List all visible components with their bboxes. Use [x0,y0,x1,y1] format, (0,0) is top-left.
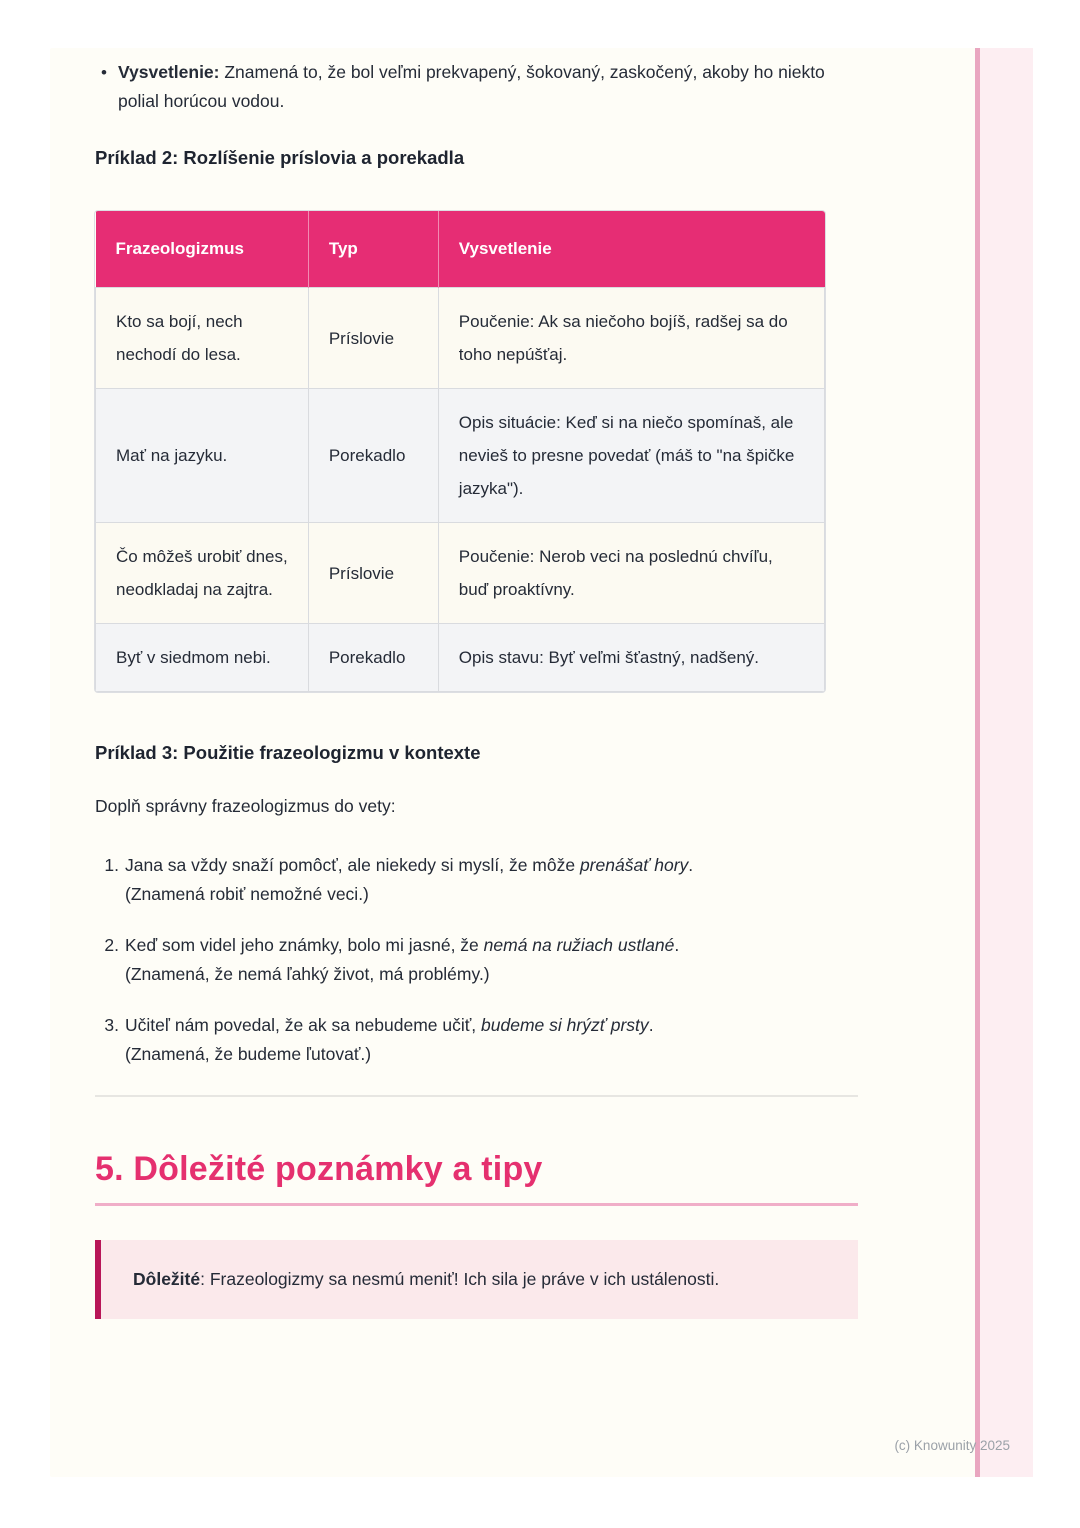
table-cell: Čo môžeš urobiť dnes, neodkladaj na zajtra. [96,523,309,624]
table-row [96,389,825,523]
page-content [95,48,858,1319]
table-cell: Mať na jazyku. [96,389,309,523]
list-item-post: . [674,935,680,955]
list-item-note: (Znamená robiť nemožné veci.) [125,884,369,904]
note-colon: : [200,1269,210,1289]
note-text: Frazeologizmy sa nesmú meniť! Ich sila je práve v ich ustálenosti. [209,1269,720,1289]
table-cell: Poučenie: Ak sa niečoho bojíš, radšej sa do toho nepúšťaj. [438,288,824,389]
section5-heading: 5. Dôležité poznámky a tipy [95,1150,543,1188]
copyright-footer: (c) Knowunity 2025 [894,1438,1010,1453]
bullet-label: Vysvetlenie: [118,62,220,82]
list-item [95,851,858,909]
page-edge-strip [980,48,1033,1477]
table-cell: Opis situácie: Keď si na niečo spomínaš, ale nevieš to presne povedať (máš to "na špičke jazyka"). [438,389,824,523]
list-item-post: . [688,855,694,875]
phraseology-table [95,211,825,692]
list-item-idiom: nemá na ružiach ustlané [483,935,675,955]
example2-heading: Príklad 2: Rozlíšenie príslovia a porekadla [95,147,465,168]
table-cell: Byť v siedmom nebi. [96,624,309,692]
table-cell: Príslovie [308,523,438,624]
table-cell: Príslovie [308,288,438,389]
list-item-pre: Jana sa vždy snaží pomôcť, ale niekedy si myslí, že môže [125,855,580,875]
list-item-text [125,851,858,909]
bullet-text [118,58,858,116]
table-row [96,523,825,624]
table-cell: Poučenie: Nerob veci na poslednú chvíľu, buď proaktívny. [438,523,824,624]
table-row [96,624,825,692]
list-item [95,931,858,989]
document-page [50,48,1033,1477]
list-item-text [125,1011,858,1069]
table-header-frazeologizmus: Frazeologizmus [96,211,309,288]
table-header-row [96,211,825,288]
list-item [95,1011,858,1069]
table-cell: Opis stavu: Byť veľmi šťastný, nadšený. [438,624,824,692]
bullet-item-vysvetlenie [95,58,858,116]
table-cell: Porekadlo [308,389,438,523]
example3-heading: Príklad 3: Použitie frazeologizmu v kontexte [95,742,481,763]
list-item-note: (Znamená, že nemá ľahký život, má problémy.) [125,964,490,984]
table-cell: Kto sa bojí, nech nechodí do lesa. [96,288,309,389]
bullet-icon: • [101,63,107,82]
list-item-idiom: budeme si hrýzť prsty [481,1015,649,1035]
list-item-note: (Znamená, že budeme ľutovať.) [125,1044,372,1064]
important-note-box [95,1240,858,1319]
exercise-list [95,851,858,1069]
table-header-vysvetlenie: Vysvetlenie [438,211,824,288]
list-item-pre: Učiteľ nám povedal, že ak sa nebudeme učiť, [125,1015,482,1035]
table-cell: Porekadlo [308,624,438,692]
exercise-intro: Doplň správny frazeologizmus do vety: [95,796,396,816]
list-item-number: 2. [104,935,119,955]
list-item-number: 3. [104,1015,119,1035]
list-item-number: 1. [104,855,119,875]
list-item-idiom: prenášať hory [579,855,689,875]
bullet-body-text: Znamená to, že bol veľmi prekvapený, šokovaný, zaskočený, akoby ho niekto polial horúcou vodou. [118,62,825,111]
list-item-text [125,931,858,989]
list-item-pre: Keď som videl jeho známky, bolo mi jasné, že [125,935,484,955]
list-item-post: . [648,1015,654,1035]
table-header-typ: Typ [308,211,438,288]
table-row [96,288,825,389]
section-divider [95,1095,858,1097]
note-label: Dôležité [133,1269,201,1289]
heading-underline [95,1203,858,1206]
